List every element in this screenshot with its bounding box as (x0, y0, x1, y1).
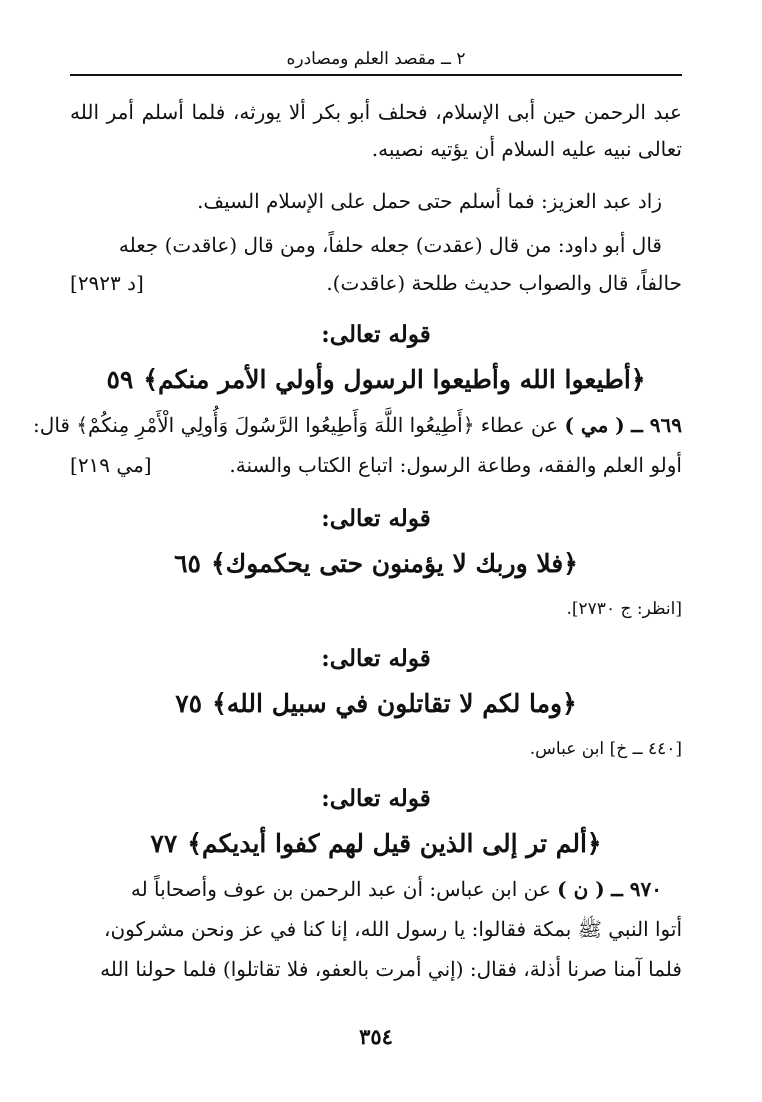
hadith-970-cont (70, 954, 682, 986)
cross-reference (70, 734, 682, 766)
verse-text: ﴿فلا وربك لا يؤمنون حتى يحكموك﴾ (210, 549, 578, 578)
text-line: حالفاً، قال والصواب حديث طلحة (عاقدت). (326, 271, 682, 295)
hadith-text: عن عطاء ﴿أَطِيعُوا اللَّهَ وَأَطِيعُوا الرَّسُولَ وَأُولِي الْأَمْرِ مِنكُمْ﴾ قال: (33, 413, 559, 437)
running-header (70, 44, 682, 76)
verse-text: ﴿وما لكم لا تقاتلون في سبيل الله﴾ (212, 689, 577, 718)
text-line: أولو العلم والفقه، وطاعة الرسول: اتباع الكتاب والسنة. (229, 453, 682, 477)
hadith-969 (33, 410, 682, 442)
abu-dawud-note-cont (70, 268, 682, 300)
text-line: أتوا النبي ﷺ بمكة فقالوا: يا رسول الله، إنا كنا في عز ونحن مشركون، (104, 917, 682, 941)
text-line: زاد عبد العزيز: فما أسلم حتى حمل على الإسلام السيف. (197, 189, 662, 213)
text-line: فلما آمنا صرنا أذلة، فقال: (إني أمرت بالعفو، فلا تقاتلوا) فلما حولنا الله (100, 957, 682, 981)
hadith-text: عن ابن عباس: أن عبد الرحمن بن عوف وأصحاباً له (130, 877, 551, 901)
page-number: ٣٥٤ (359, 1024, 393, 1049)
text-line: قال أبو داود: من قال (عقدت) جعله حلفاً، ومن قال (عاقدت) جعله (118, 233, 662, 257)
hadith-source: ( مي ) (564, 413, 625, 437)
hadith-970-cont (70, 914, 682, 946)
text-line: عبد الرحمن حين أبى الإسلام، فحلف أبو بكر ألا يورثه، فلما أسلم أمر الله (70, 100, 682, 124)
abu-dawud-note (70, 230, 662, 262)
verse-text: ﴿أطيعوا الله وأطيعوا الرسول وأولي الأمر منكم﴾ (143, 365, 646, 394)
hadith-970 (70, 874, 662, 906)
verse-text: ﴿ألم تر إلى الذين قيل لهم كفوا أيديكم﴾ (187, 829, 602, 858)
reference-number: [٤٤٠ ــ خ] (609, 739, 682, 759)
narrator-addition (70, 186, 662, 218)
verse-number: ٧٧ (150, 829, 178, 858)
quran-verse (70, 826, 682, 862)
section-heading: قوله تعالى: (321, 785, 431, 812)
verse-number: ٧٥ (175, 689, 203, 718)
verse-number: ٥٩ (106, 365, 134, 394)
running-title: ٢ ــ مقصد العلم ومصادره (286, 49, 466, 69)
verse-number: ٦٥ (174, 549, 201, 578)
quran-verse (70, 686, 682, 722)
hadith-number: ٩٦٩ ــ (631, 413, 682, 437)
hadith-969-cont (70, 450, 682, 482)
source-reference: [مي ٢١٩] (70, 453, 152, 477)
cross-reference (70, 594, 682, 626)
text-line: تعالى نبيه عليه السلام أن يؤتيه نصيبه. (371, 137, 682, 161)
paragraph-continuation (70, 94, 682, 168)
quran-verse (70, 362, 682, 398)
section-heading: قوله تعالى: (321, 505, 431, 532)
reference-text: [انظر: ج ٢٧٣٠]. (566, 599, 682, 619)
quran-verse (70, 546, 682, 582)
section-heading: قوله تعالى: (321, 321, 431, 348)
source-reference: [د ٢٩٢٣] (70, 271, 144, 295)
section-heading: قوله تعالى: (321, 645, 431, 672)
hadith-source: ( ن ) (557, 877, 605, 901)
reference-text: ابن عباس. (529, 739, 605, 759)
hadith-number: ٩٧٠ ــ (611, 877, 662, 901)
